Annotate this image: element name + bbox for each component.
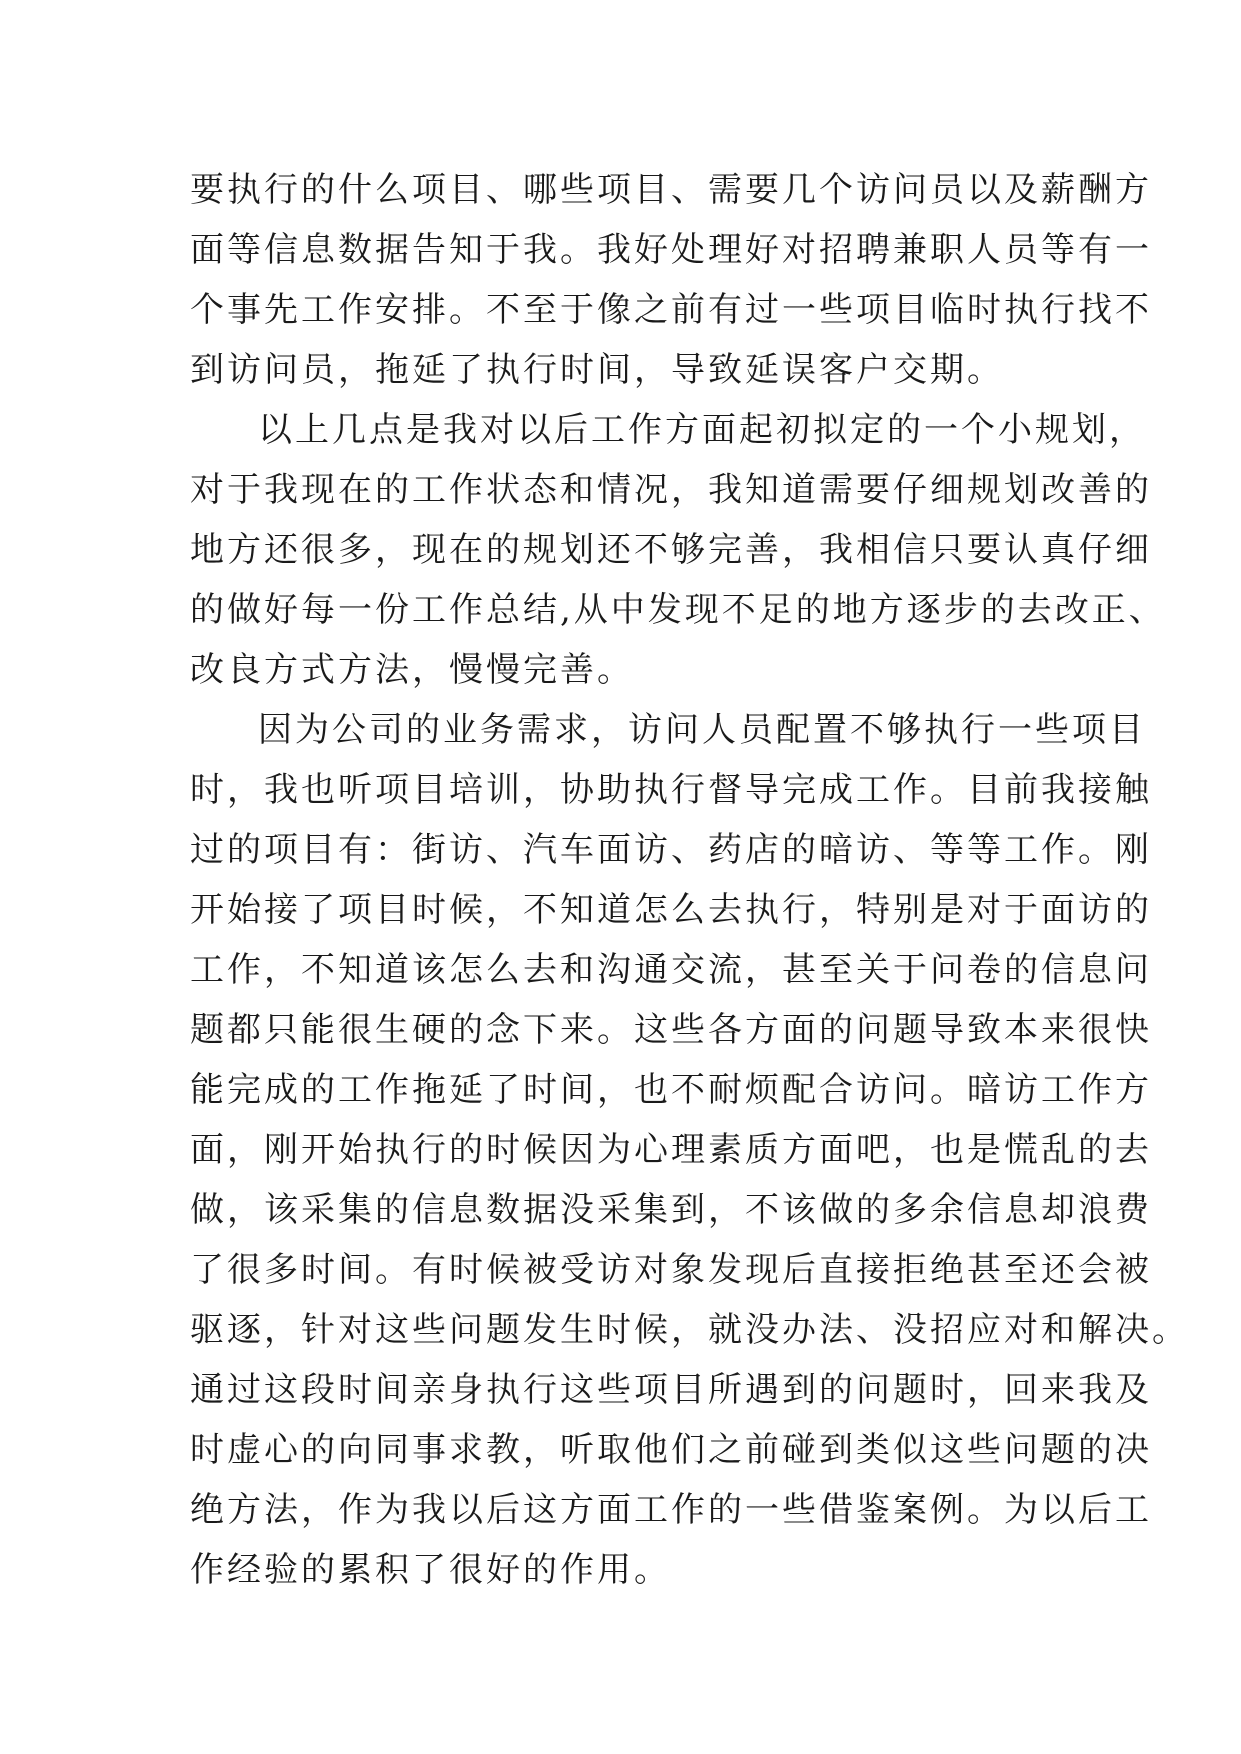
- text-line: 做，该采集的信息数据没采集到，不该做的多余信息却浪费: [190, 1190, 1152, 1230]
- paragraph-1: [190, 160, 1152, 400]
- document-body: [190, 160, 1189, 1600]
- text-line: 题都只能很生硬的念下来。这些各方面的问题导致本来很快: [190, 1010, 1152, 1050]
- paragraph-2: [190, 400, 1166, 700]
- text-line: 作经验的累积了很好的作用。: [190, 1550, 671, 1590]
- text-line: 过的项目有：街访、汽车面访、药店的暗访、等等工作。刚: [190, 830, 1152, 870]
- text-line: 以上几点是我对以后工作方面起初拟定的一个小规划，: [258, 410, 1146, 450]
- text-line: 工作，不知道该怎么去和沟通交流，甚至关于问卷的信息问: [190, 950, 1152, 990]
- text-line: 到访问员，拖延了执行时间，导致延误客户交期。: [190, 350, 1004, 390]
- text-line: 绝方法，作为我以后这方面工作的一些借鉴案例。为以后工: [190, 1490, 1152, 1530]
- text-line: 面，刚开始执行的时候因为心理素质方面吧，也是慌乱的去: [190, 1130, 1152, 1170]
- text-line: 时，我也听项目培训，协助执行督导完成工作。目前我接触: [190, 770, 1152, 810]
- paragraph-3: [190, 700, 1189, 1600]
- text-line: 时虚心的向同事求教，听取他们之前碰到类似这些问题的决: [190, 1430, 1152, 1470]
- text-line: 面等信息数据告知于我。我好处理好对招聘兼职人员等有一: [190, 230, 1152, 270]
- text-line: 改良方式方法，慢慢完善。: [190, 650, 634, 690]
- text-line: 个事先工作安排。不至于像之前有过一些项目临时执行找不: [190, 290, 1152, 330]
- text-line: 了很多时间。有时候被受访对象发现后直接拒绝甚至还会被: [190, 1250, 1152, 1290]
- text-line: 能完成的工作拖延了时间，也不耐烦配合访问。暗访工作方: [190, 1070, 1152, 1110]
- text-line: 开始接了项目时候，不知道怎么去执行，特别是对于面访的: [190, 890, 1152, 930]
- text-line: 因为公司的业务需求，访问人员配置不够执行一些项目: [258, 710, 1146, 750]
- text-line: 地方还很多，现在的规划还不够完善，我相信只要认真仔细: [190, 530, 1152, 570]
- text-line: 要执行的什么项目、哪些项目、需要几个访问员以及薪酬方: [190, 170, 1152, 210]
- text-line: 的做好每一份工作总结,从中发现不足的地方逐步的去改正、: [190, 590, 1166, 630]
- text-line: 对于我现在的工作状态和情况，我知道需要仔细规划改善的: [190, 470, 1152, 510]
- text-line: 通过这段时间亲身执行这些项目所遇到的问题时，回来我及: [190, 1370, 1152, 1410]
- text-line: 驱逐，针对这些问题发生时候，就没办法、没招应对和解决。: [190, 1310, 1189, 1350]
